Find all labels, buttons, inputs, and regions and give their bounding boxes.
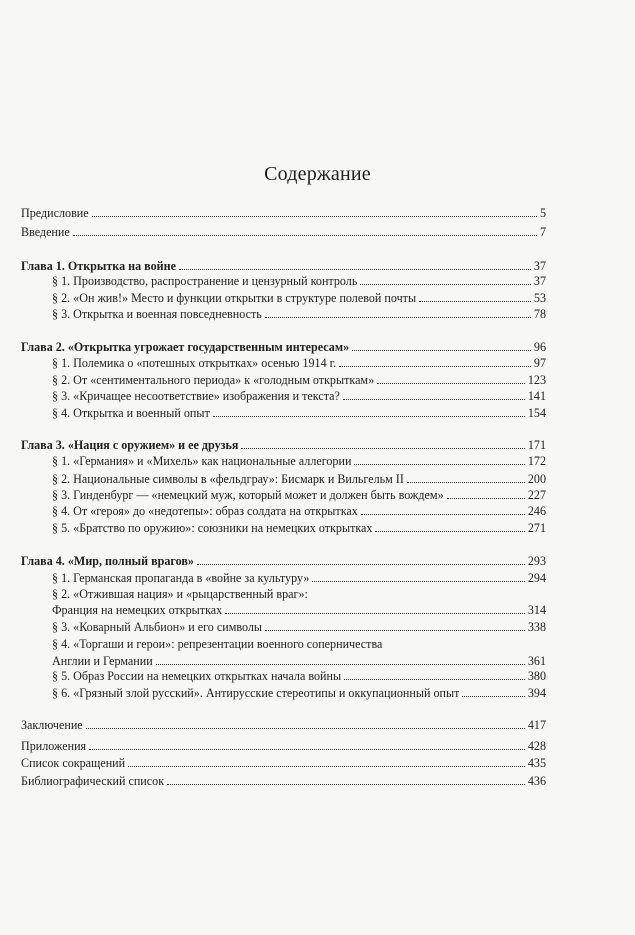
dot-leader [354,464,524,465]
toc-page-number: 436 [527,774,546,788]
toc-page-number: 53 [533,291,546,305]
toc-page-number: 294 [527,571,546,585]
section-title: § 2. Национальные символы в «фельдграу»: Бисмарк и Вильгельм II [52,472,404,486]
toc-page-number: 314 [527,603,546,617]
toc-page-number: 361 [527,654,546,668]
section-title: § 4. От «героя» до «недотепы»: образ солдата на открытках [52,504,358,518]
toc-chapter-2[interactable] [21,339,546,355]
toc-page-number: 338 [527,620,546,634]
dot-leader [73,235,537,236]
toc-page-number: 428 [527,739,546,753]
section-title: Франция на немецких открытках [52,603,223,617]
toc-chapter-4[interactable] [21,553,546,569]
toc-section[interactable] [52,306,546,322]
toc-page-number: 417 [527,718,546,732]
dot-leader [128,766,525,767]
section-title: § 5. Образ России на немецких открытках начала войны [52,669,342,683]
toc-section[interactable] [52,372,546,388]
toc-entry-appendices[interactable] [21,738,546,754]
toc-entry-introduction[interactable] [21,224,546,240]
toc-section[interactable] [52,290,546,306]
toc-page-number: 154 [527,406,546,420]
toc-section[interactable] [52,273,546,289]
dot-leader [344,679,525,680]
toc-page-number: 7 [539,225,546,239]
toc-page-number: 37 [533,274,546,288]
toc-page-number: 246 [527,504,546,518]
toc-entry-label: Заключение [21,718,83,732]
dot-leader [86,728,525,729]
toc-page-number: 172 [527,454,546,468]
section-title: § 6. «Грязный злой русский». Антирусские стереотипы и оккупационный опыт [52,686,460,700]
toc-page-number: 227 [527,488,546,502]
section-title-line1: § 2. «Отжившая нация» и «рыцарственный враг»: [52,587,308,601]
toc-entry-label: Приложения [21,739,87,753]
section-title: § 5. «Братство по оружию»: союзники на немецких открытках [52,521,373,535]
toc-entry-label: Список сокращений [21,756,126,770]
section-title: § 3. «Кричащее несоответствие» изображения и текста? [52,389,340,403]
dot-leader [241,448,524,449]
toc-page-number: 78 [533,307,546,321]
chapter-title: Глава 1. Открытка на войне [21,259,176,273]
section-title: § 2. От «сентиментального периода» к «голодным открыткам» [52,373,375,387]
dot-leader [156,664,525,665]
toc-entry-bibliography[interactable] [21,773,546,789]
toc-entry-conclusion[interactable] [21,717,546,733]
dot-leader [462,696,524,697]
toc-page-number: 123 [527,373,546,387]
dot-leader [419,301,531,302]
dot-leader [447,498,525,499]
section-title: § 1. Производство, распространение и цензурный контроль [52,274,358,288]
toc-chapter-1[interactable] [21,258,546,274]
dot-leader [167,784,525,785]
toc-entry-abbreviations[interactable] [21,755,546,771]
toc-page-number: 293 [527,554,546,568]
section-title: § 4. Открытка и военный опыт [52,406,210,420]
toc-section[interactable] [52,453,546,469]
section-title: § 1. Полемика о «потешных открытках» осенью 1914 г. [52,356,337,370]
toc-page-number: 394 [527,686,546,700]
dot-leader [265,630,525,631]
toc-section[interactable] [52,602,546,618]
toc-page-number: 380 [527,669,546,683]
section-title: § 3. «Коварный Альбион» и его символы [52,620,263,634]
dot-leader [361,514,525,515]
dot-leader [339,366,531,367]
toc-section[interactable] [52,619,546,635]
toc-section[interactable] [52,388,546,404]
toc-entry-label: Предисловие [21,206,89,220]
dot-leader [92,216,537,217]
page-title: Содержание [264,163,371,185]
toc-page-number: 435 [527,756,546,770]
toc-page-number: 200 [527,472,546,486]
toc-entry-label: Введение [21,225,70,239]
dot-leader [360,284,531,285]
toc-page-number: 37 [533,259,546,273]
dot-leader [89,749,525,750]
toc-section[interactable] [52,520,546,536]
section-title: § 3. Открытка и военная повседневность [52,307,262,321]
section-title: § 1. Германская пропаганда в «войне за культуру» [52,571,310,585]
dot-leader [352,350,531,351]
dot-leader [179,269,531,270]
dot-leader [375,531,524,532]
toc-page-number: 5 [539,206,546,220]
toc-section[interactable] [52,355,546,371]
toc-page-number: 141 [527,389,546,403]
section-title-line1: § 4. «Торгаши и герои»: репрезентации военного соперничества [52,637,383,651]
toc-page-number: 96 [533,340,546,354]
section-title: § 2. «Он жив!» Место и функции открытки в структуре полевой почты [52,291,417,305]
toc-chapter-3[interactable] [21,437,546,453]
dot-leader [265,317,531,318]
toc-page-number: 97 [533,356,546,370]
chapter-title: Глава 4. «Мир, полный врагов» [21,554,194,568]
dot-leader [225,613,525,614]
toc-section[interactable] [52,471,546,487]
dot-leader [407,482,525,483]
toc-page-number: 271 [527,521,546,535]
toc-section[interactable] [52,570,546,586]
dot-leader [197,564,525,565]
toc-entry-label: Библиографический список [21,774,165,788]
toc-section[interactable] [52,668,546,684]
toc-section[interactable] [52,653,546,669]
section-title: Англии и Германии [52,654,153,668]
dot-leader [312,581,524,582]
toc-section[interactable] [52,503,546,519]
toc-section[interactable] [52,487,546,503]
toc-page-number: 171 [527,438,546,452]
section-title: § 3. Гинденбург — «немецкий муж, который может и должен быть вождем» [52,488,444,502]
chapter-title: Глава 3. «Нация с оружием» и ее друзья [21,438,239,452]
section-title: § 1. «Германия» и «Михель» как национальные аллегории [52,454,352,468]
toc-section[interactable] [52,405,546,421]
toc-section[interactable] [52,685,546,701]
chapter-title: Глава 2. «Открытка угрожает государственным интересам» [21,340,350,354]
dot-leader [213,416,525,417]
toc-entry-preface[interactable] [21,205,546,221]
dot-leader [377,383,525,384]
dot-leader [343,399,525,400]
